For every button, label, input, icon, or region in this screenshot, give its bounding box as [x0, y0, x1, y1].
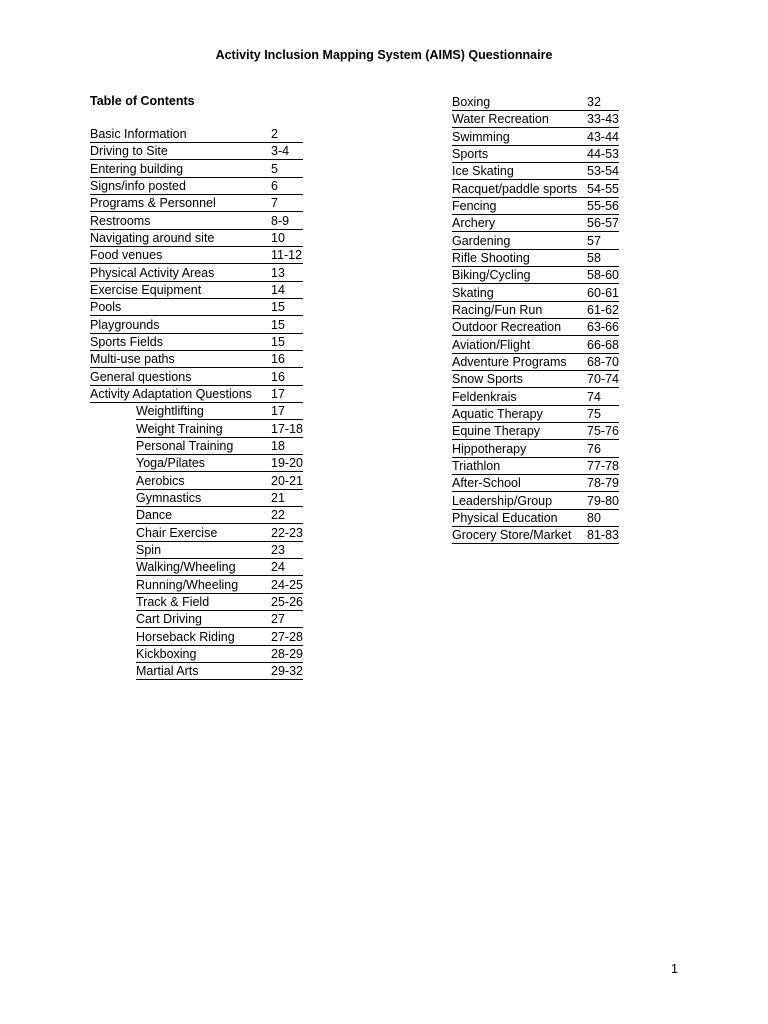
toc-entry-page: 80	[587, 510, 619, 527]
toc-entry-title[interactable]: Playgrounds	[90, 317, 271, 334]
toc-entry-page: 27-28	[271, 629, 303, 644]
toc-entry-title[interactable]: Chair Exercise	[136, 525, 271, 542]
toc-entry-title[interactable]: Restrooms	[90, 213, 271, 230]
toc-entry-title[interactable]: Personal Training	[136, 438, 271, 455]
toc-entry-title[interactable]: Martial Arts	[136, 663, 271, 680]
toc-entry-title[interactable]: Navigating around site	[90, 230, 271, 247]
toc-entry-title[interactable]: Hippotherapy	[452, 441, 587, 458]
toc-entry-page: 17-18	[271, 421, 303, 436]
toc-entry-title[interactable]: Multi-use paths	[90, 351, 271, 368]
toc-entry-title[interactable]: Biking/Cycling	[452, 267, 587, 284]
toc-entry-page: 14	[271, 282, 303, 299]
toc-entry-title[interactable]: Sports	[452, 146, 587, 163]
toc-entry-title[interactable]: Activity Adaptation Questions	[90, 386, 271, 403]
toc-entry-page: 6	[271, 178, 303, 195]
toc-entry-title[interactable]: Signs/info posted	[90, 178, 271, 195]
toc-entry-title[interactable]: Skating	[452, 285, 587, 302]
toc-entry-title[interactable]: Equine Therapy	[452, 423, 587, 440]
toc-entry-title[interactable]: Boxing	[452, 94, 587, 111]
toc-heading: Table of Contents	[90, 94, 195, 108]
toc-entry-page: 54-55	[587, 181, 619, 196]
toc-entry-page: 3-4	[271, 143, 303, 160]
toc-entry-page: 68-70	[587, 354, 619, 369]
toc-entry-page: 15	[271, 334, 303, 351]
page-number: 1	[671, 962, 678, 976]
toc-entry-title[interactable]: Racquet/paddle sports	[452, 181, 587, 198]
toc-entry-page: 17	[271, 403, 303, 420]
toc-entry-title[interactable]: Aerobics	[136, 473, 271, 490]
toc-entry-title[interactable]: Sports Fields	[90, 334, 271, 351]
toc-entry-page: 17	[271, 386, 303, 403]
toc-entry-title[interactable]: Entering building	[90, 161, 271, 178]
toc-entry-page: 20-21	[271, 473, 303, 488]
toc-entry-page: 7	[271, 195, 303, 212]
toc-entry-title[interactable]: Basic Information	[90, 126, 271, 143]
toc-entry-title[interactable]: Weightlifting	[136, 403, 271, 420]
toc-entry-title[interactable]: Track & Field	[136, 594, 271, 611]
toc-entry-title[interactable]: Feldenkrais	[452, 389, 587, 406]
toc-entry-title[interactable]: Gardening	[452, 233, 587, 250]
toc-entry-title[interactable]: Horseback Riding	[136, 629, 271, 646]
toc-entry-page: 2	[271, 126, 303, 143]
toc-entry-page: 15	[271, 317, 303, 334]
toc-entry-title[interactable]: Cart Driving	[136, 611, 271, 628]
toc-entry-title[interactable]: Kickboxing	[136, 646, 271, 663]
toc-entry-page: 18	[271, 438, 303, 455]
toc-entry-title[interactable]: Aquatic Therapy	[452, 406, 587, 423]
toc-entry-page: 75-76	[587, 424, 619, 439]
toc-entry-page: 15	[271, 299, 303, 316]
toc-entry-page: 11-12	[271, 248, 303, 263]
toc-entry-page: 16	[271, 351, 303, 368]
toc-entry-title[interactable]: Dance	[136, 507, 271, 524]
toc-entry-title[interactable]: Outdoor Recreation	[452, 319, 587, 336]
toc-entry-page: 81-83	[587, 528, 619, 543]
toc-entry-title[interactable]: Adventure Programs	[452, 354, 587, 371]
toc-entry-page: 77-78	[587, 458, 619, 473]
toc-entry-title[interactable]: Weight Training	[136, 421, 271, 438]
toc-entry-page: 63-66	[587, 320, 619, 335]
toc-entry-title[interactable]: Water Recreation	[452, 111, 587, 128]
toc-entry-page: 28-29	[271, 646, 303, 661]
toc-entry-page: 61-62	[587, 302, 619, 317]
toc-entry-title[interactable]: Archery	[452, 215, 587, 232]
toc-entry-title[interactable]: Grocery Store/Market	[452, 527, 587, 544]
toc-entry-title[interactable]: Driving to Site	[90, 143, 271, 160]
toc-entry-page: 23	[271, 542, 303, 559]
toc-entry-page: 55-56	[587, 198, 619, 213]
toc-entry-page: 43-44	[587, 129, 619, 144]
toc-entry-page: 25-26	[271, 594, 303, 609]
toc-entry-title[interactable]: Pools	[90, 299, 271, 316]
toc-entry-page: 22-23	[271, 525, 303, 540]
toc-entry-title[interactable]: Swimming	[452, 129, 587, 146]
toc-entry-page: 27	[271, 611, 303, 628]
toc-entry-title[interactable]: Fencing	[452, 198, 587, 215]
toc-entry-page: 21	[271, 490, 303, 507]
toc-entry-page: 44-53	[587, 146, 619, 161]
toc-entry-page: 5	[271, 161, 303, 178]
toc-entry-page: 57	[587, 233, 619, 250]
page-title: Activity Inclusion Mapping System (AIMS) Questionnaire	[215, 48, 553, 62]
toc-entry-page: 32	[587, 94, 619, 111]
toc-entry-page: 24	[271, 559, 303, 576]
toc-entry-title[interactable]: Spin	[136, 542, 271, 559]
toc-entry-title[interactable]: Triathlon	[452, 458, 587, 475]
toc-entry-page: 75	[587, 406, 619, 423]
toc-entry-page: 70-74	[587, 372, 619, 387]
toc-entry-page: 19-20	[271, 456, 303, 471]
toc-entry-title[interactable]: Aviation/Flight	[452, 337, 587, 354]
toc-entry-page: 22	[271, 507, 303, 524]
toc-entry-title[interactable]: Racing/Fun Run	[452, 302, 587, 319]
toc-entry-title[interactable]: After-School	[452, 475, 587, 492]
toc-entry-title[interactable]: Rifle Shooting	[452, 250, 587, 267]
toc-entry-page: 53-54	[587, 164, 619, 179]
toc-entry-page: 13	[271, 265, 303, 282]
toc-entry-page: 8-9	[271, 213, 303, 230]
toc-entry-page: 78-79	[587, 476, 619, 491]
toc-entry-title[interactable]: Exercise Equipment	[90, 282, 271, 299]
toc-entry-page: 74	[587, 389, 619, 406]
toc-entry-title[interactable]: Running/Wheeling	[136, 577, 271, 594]
toc-entry-title[interactable]: Ice Skating	[452, 163, 587, 180]
toc-entry-page: 58	[587, 250, 619, 267]
toc-entry-page: 56-57	[587, 216, 619, 231]
toc-entry-page: 33-43	[587, 112, 619, 127]
toc-entry-title[interactable]: Yoga/Pilates	[136, 455, 271, 472]
toc-entry-page: 10	[271, 230, 303, 247]
toc-entry-title[interactable]: Physical Education	[452, 510, 587, 527]
toc-entry-page: 76	[587, 441, 619, 458]
toc-entry-title[interactable]: Gymnastics	[136, 490, 271, 507]
toc-entry-title[interactable]: Walking/Wheeling	[136, 559, 271, 576]
toc-entry-page: 58-60	[587, 268, 619, 283]
toc-entry-page: 16	[271, 369, 303, 386]
toc-entry-title[interactable]: Programs & Personnel	[90, 195, 271, 212]
toc-entry-page: 79-80	[587, 493, 619, 508]
toc-entry-title[interactable]: Food venues	[90, 247, 271, 264]
toc-entry-page: 66-68	[587, 337, 619, 352]
toc-entry-title[interactable]: Snow Sports	[452, 371, 587, 388]
toc-entry-title[interactable]: Physical Activity Areas	[90, 265, 271, 282]
toc-entry-title[interactable]: Leadership/Group	[452, 493, 587, 510]
toc-entry-page: 29-32	[271, 664, 303, 679]
toc-entry-page: 24-25	[271, 577, 303, 592]
toc-entry-page: 60-61	[587, 285, 619, 300]
toc-entry-title[interactable]: General questions	[90, 369, 271, 386]
